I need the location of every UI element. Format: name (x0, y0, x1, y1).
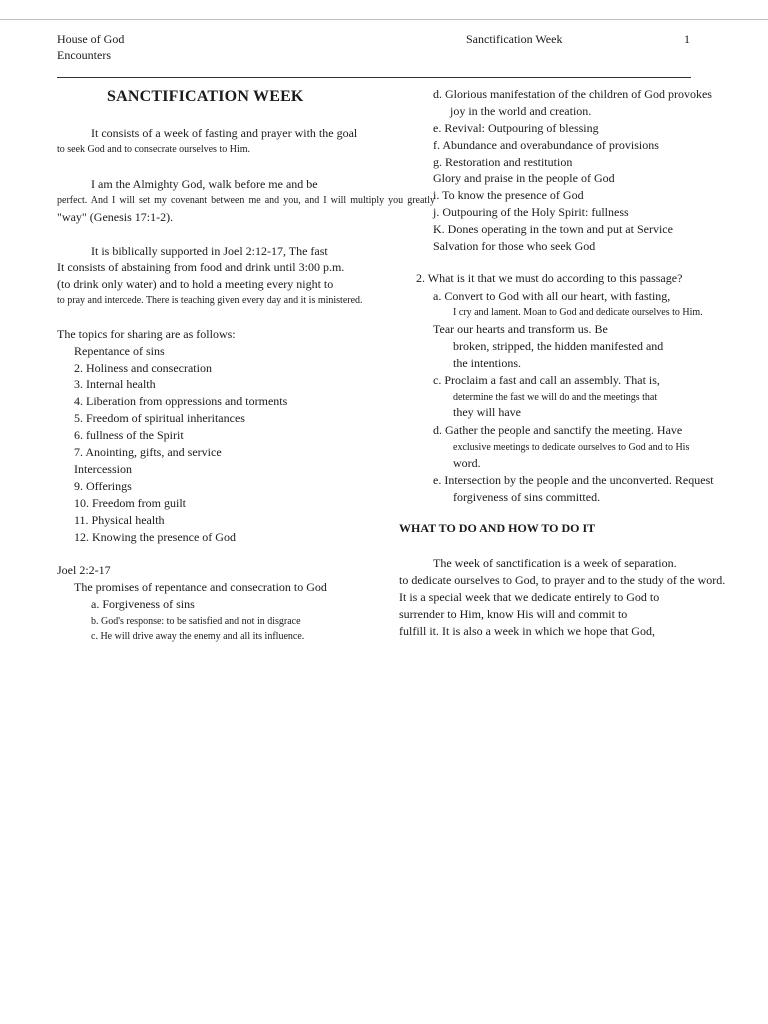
paragraph-line-3: It is a special week that we dedicate entirely to God to (399, 590, 660, 604)
promise-f: f. Abundance and overabundance of provisions (433, 138, 659, 152)
promise-d-line-2: joy in the world and creation. (450, 104, 592, 118)
promise-b: b. God's response: to be satisfied and not in disgrace (91, 616, 301, 627)
promise-d-line-1: d. Glorious manifestation of the children of God provokes (433, 87, 712, 101)
header-org-line2: Encounters (57, 48, 111, 62)
verse-line-3: "way" (Genesis 17:1-2). (57, 210, 174, 224)
promise-salvation: Salvation for those who seek God (433, 239, 596, 253)
top-border-line (0, 19, 768, 20)
paragraph-line-1: The week of sanctification is a week of separation. (433, 556, 677, 570)
list-item: 12. Knowing the presence of God (74, 530, 236, 544)
list-item: Intercession (74, 462, 132, 476)
joel-line-1: It is biblically supported in Joel 2:12-17, The fast (91, 244, 328, 258)
promise-g: g. Restoration and restitution (433, 155, 573, 169)
paragraph-line-2: to dedicate ourselves to God, to prayer and to the study of the word. (399, 573, 726, 587)
answer-c-line-1: c. Proclaim a fast and call an assembly. That is, (433, 373, 660, 387)
promise-e: e. Revival: Outpouring of blessing (433, 121, 599, 135)
answer-c-line-3: they will have (453, 405, 521, 419)
list-item: 6. fullness of the Spirit (74, 428, 184, 442)
promises-heading: The promises of repentance and consecration to God (74, 580, 327, 594)
topics-heading: The topics for sharing are as follows: (57, 327, 236, 341)
promise-k: K. Dones operating in the town and put at Service (433, 222, 673, 236)
answer-d-line-2: exclusive meetings to dedicate ourselves to God and to His (453, 442, 690, 453)
answer-e-line-1: e. Intersection by the people and the unconverted. Request (433, 473, 714, 487)
section-heading: WHAT TO DO AND HOW TO DO IT (399, 521, 596, 535)
joel-line-3: (to drink only water) and to hold a meeting every night to (57, 277, 334, 291)
list-item: 2. Holiness and consecration (74, 361, 212, 375)
paragraph-line-4: surrender to Him, know His will and commit to (399, 607, 628, 621)
list-item: 10. Freedom from guilt (74, 496, 186, 510)
header-doc-title: Sanctification Week (466, 32, 563, 46)
verse-line-1: I am the Almighty God, walk before me and be (91, 177, 318, 191)
list-item: 5. Freedom of spiritual inheritances (74, 411, 245, 425)
joel-line-4: to pray and intercede. There is teaching given every day and it is ministered. (57, 295, 363, 306)
intro-line-2: to seek God and to consecrate ourselves to Him. (57, 144, 251, 155)
joel-line-2: It consists of abstaining from food and drink until 3:00 p.m. (57, 260, 345, 274)
answer-b-line-1: Tear our hearts and transform us. Be (433, 322, 608, 336)
list-item: 3. Internal health (74, 377, 156, 391)
list-item: 7. Anointing, gifts, and service (74, 445, 222, 459)
promise-glory: Glory and praise in the people of God (433, 171, 615, 185)
promise-i: i. To know the presence of God (433, 188, 584, 202)
question-2: 2. What is it that we must do according to this passage? (416, 271, 683, 285)
promise-a: a. Forgiveness of sins (91, 597, 195, 611)
scripture-reference: Joel 2:2-17 (57, 563, 111, 577)
paragraph-line-5: fulfill it. It is also a week in which we hope that God, (399, 624, 655, 638)
answer-a-line-2: I cry and lament. Moan to God and dedicate ourselves to Him. (453, 307, 703, 318)
promise-j: j. Outpouring of the Holy Spirit: fullness (433, 205, 629, 219)
header-org-line1: House of God (57, 32, 125, 46)
answer-e-line-2: forgiveness of sins committed. (453, 490, 601, 504)
list-item: Repentance of sins (74, 344, 165, 358)
page-title: SANCTIFICATION WEEK (107, 88, 304, 105)
answer-c-line-2: determine the fast we will do and the meetings that (453, 392, 658, 403)
answer-a-line-1: a. Convert to God with all our heart, with fasting, (433, 289, 671, 303)
answer-d-line-3: word. (453, 456, 481, 470)
list-item: 9. Offerings (74, 479, 132, 493)
answer-b-line-3: the intentions. (453, 356, 521, 370)
answer-b-line-2: broken, stripped, the hidden manifested and (453, 339, 664, 353)
verse-line-2: perfect. And I will set my covenant between me and you, and I will multiply you greatly (57, 195, 435, 206)
intro-line-1: It consists of a week of fasting and prayer with the goal (91, 126, 358, 140)
page-number: 1 (684, 32, 690, 46)
list-item: 11. Physical health (74, 513, 165, 527)
answer-d-line-1: d. Gather the people and sanctify the meeting. Have (433, 423, 683, 437)
list-item: 4. Liberation from oppressions and torments (74, 394, 288, 408)
promise-c: c. He will drive away the enemy and all its influence. (91, 631, 305, 642)
header-rule (57, 77, 691, 78)
